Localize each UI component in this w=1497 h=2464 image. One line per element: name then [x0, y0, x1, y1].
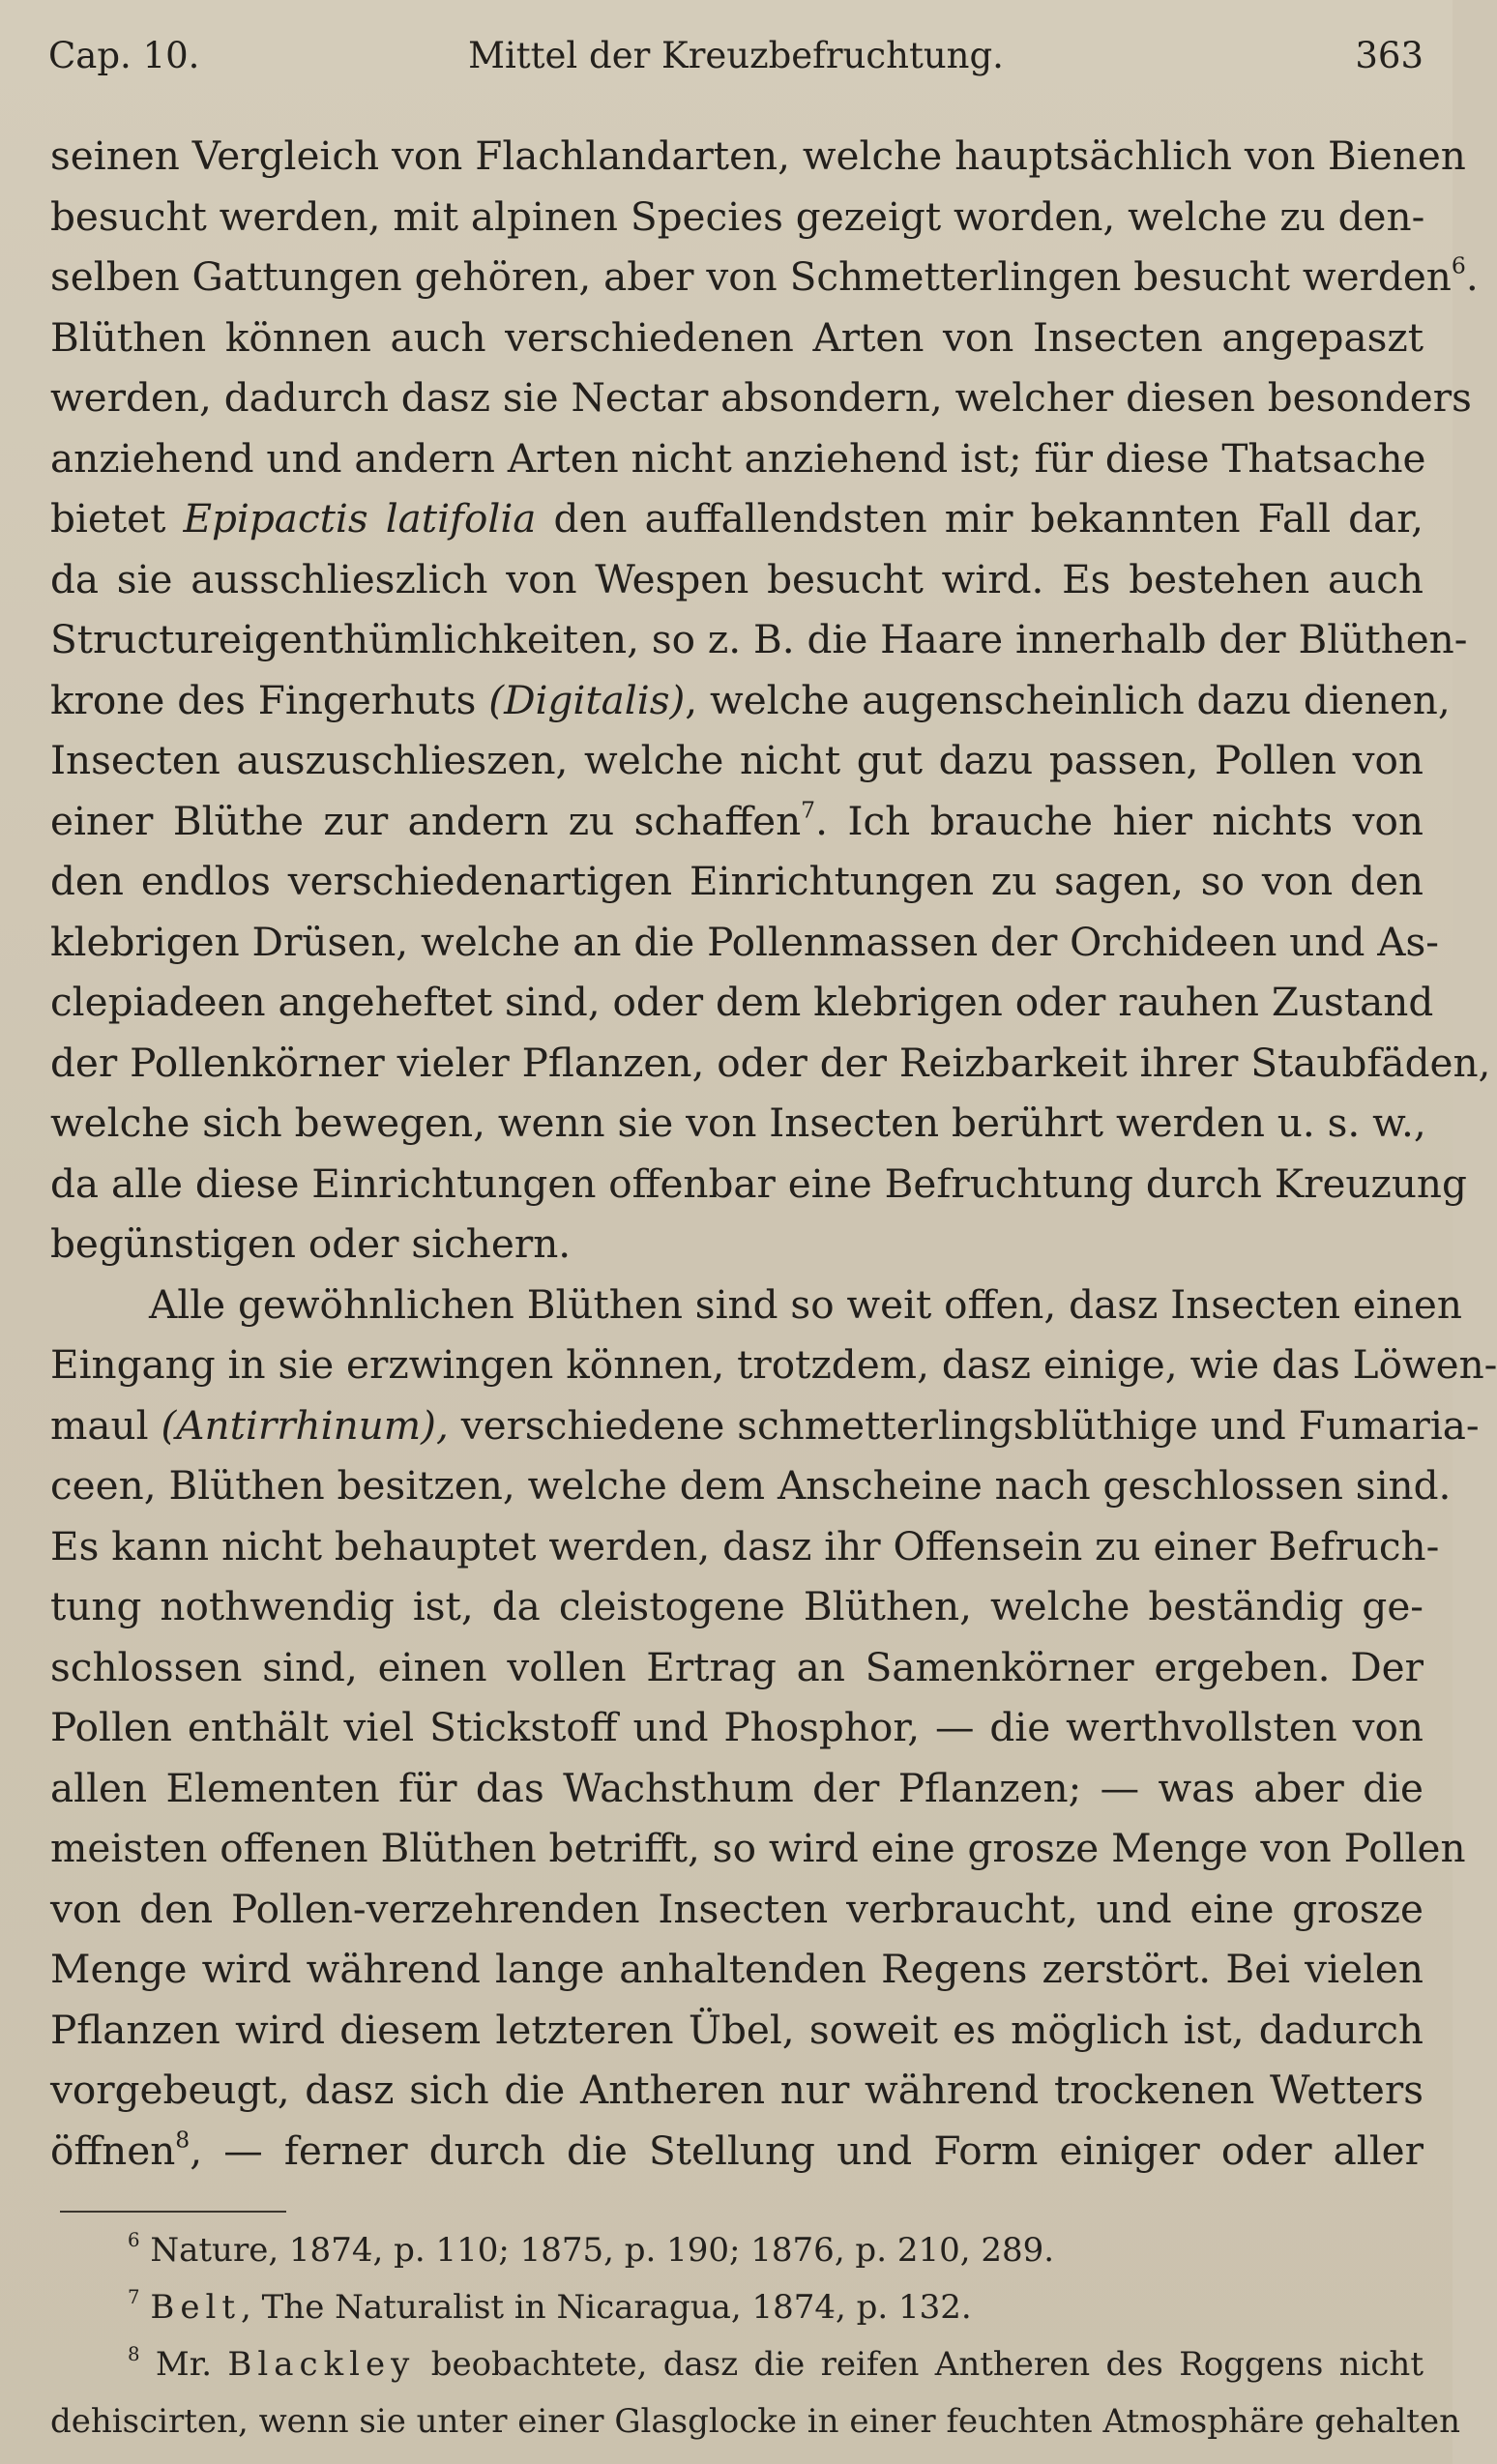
text-line: anziehend und andern Arten nicht anziehend ist; für diese Thatsache	[50, 434, 1426, 482]
body-text	[50, 126, 1497, 2181]
footnote-ref-6: 6	[1451, 251, 1466, 279]
text-line: ceen, Blüthen besitzen, welche dem Anscheine nach geschlossen sind.	[50, 1462, 1452, 1509]
text-line: Menge wird während lange anhaltenden Regens zerstört. Bei vielen	[50, 1946, 1424, 1992]
footnotes	[50, 2222, 1460, 2450]
text-line: seinen Vergleich von Flachlandarten, welche hauptsächlich von Bienen	[50, 132, 1466, 179]
genus-name: (Antirrhinum),	[161, 1401, 449, 1449]
text-line: maul (Antirrhinum), verschiedene schmetterlingsblüthige und Fumaria-	[50, 1401, 1480, 1449]
footnote-separator	[60, 2211, 286, 2213]
footnote-ref-8: 8	[175, 2125, 191, 2153]
text-line: öffnen$^8$, — ferner durch die Stellung und Form einiger oder aller	[50, 2125, 1424, 2174]
text-line: von den Pollen-verzehrenden Insecten verbraucht, und eine grosze	[50, 1885, 1424, 1932]
text-line: krone des Fingerhuts (Digitalis), welche augenscheinlich dazu dienen,	[50, 676, 1451, 723]
text-line: schlossen sind, einen vollen Ertrag an Samenkörner ergeben. Der	[50, 1643, 1424, 1690]
text-line: einer Blüthe zur andern zu schaffen$^7$. Ich brauche hier nichts von	[50, 795, 1424, 844]
text-line: tung nothwendig ist, da cleistogene Blüthen, welche beständig ge-	[50, 1583, 1424, 1629]
footnote-6: $^6$ Nature, 1874, p. 110; 1875, p. 190; 1876, p. 210, 289.	[128, 2229, 1055, 2270]
running-header	[48, 29, 1424, 83]
footnote-ref-7: 7	[801, 795, 816, 823]
text-line: der Pollenkörner vieler Pflanzen, oder der Reizbarkeit ihrer Staubfäden,	[50, 1039, 1491, 1086]
page-number: 363	[1355, 35, 1424, 76]
text-line: Insecten auszuschlieszen, welche nicht gut dazu passen, Pollen von	[50, 737, 1424, 783]
text-line: da sie ausschlieszlich von Wespen besucht wird. Es bestehen auch	[50, 555, 1424, 602]
text-line: begünstigen oder sichern.	[50, 1220, 572, 1267]
text-line: welche sich bewegen, wenn sie von Insecten berührt werden u. s. w.,	[50, 1100, 1426, 1146]
author-name: Blackley	[227, 2345, 416, 2384]
running-title: Mittel der Kreuzbefruchtung.	[468, 35, 1004, 76]
text-line: Eingang in sie erzwingen können, trotzdem, dasz einige, wie das Löwen-	[50, 1341, 1497, 1388]
genus-name: (Digitalis)	[488, 676, 686, 723]
text-line: Alle gewöhnlichen Blüthen sind so weit offen, dasz Insecten einen	[149, 1280, 1462, 1328]
species-name: Epipactis latifolia	[183, 495, 537, 542]
author-name: Belt	[150, 2288, 242, 2327]
text-line: Blüthen können auch verschiedenen Arten von Insecten angepaszt	[50, 313, 1424, 361]
text-line: selben Gattungen gehören, aber von Schmetterlingen besucht werden$^6$.	[50, 251, 1479, 300]
text-line: vorgebeugt, dasz sich die Antheren nur während trockenen Wetters	[50, 2067, 1424, 2113]
text-line: bietet Epipactis latifolia den auffallendsten mir bekannten Fall dar,	[50, 495, 1424, 542]
text-line: da alle diese Einrichtungen offenbar eine Befruchtung durch Kreuzung	[50, 1159, 1467, 1207]
footnote-8: $^8$ Mr. Blackley beobachtete, dasz die reifen Antheren des Roggens nicht	[128, 2343, 1424, 2384]
text-line: werden, dadurch dasz sie Nectar absondern, welcher diesen besonders	[50, 374, 1472, 421]
paragraph-1	[50, 126, 1491, 1275]
text-line: Pflanzen wird diesem letzteren Übel, soweit es möglich ist, dadurch	[50, 2006, 1424, 2053]
footnote-8-continued: dehiscirten, wenn sie unter einer Glasglocke in einer feuchten Atmosphäre gehalten	[50, 2402, 1460, 2441]
text-line: meisten offenen Blüthen betrifft, so wird eine grosze Menge von Pollen	[50, 1825, 1466, 1871]
text-line: den endlos verschiedenartigen Einrichtungen zu sagen, so von den	[50, 858, 1424, 904]
chapter-label: Cap. 10.	[48, 35, 200, 76]
paragraph-2	[50, 1275, 1497, 2182]
text-line: Es kann nicht behauptet werden, dasz ihr Offensein zu einer Befruch-	[50, 1522, 1440, 1569]
text-line: clepiadeen angeheftet sind, oder dem klebrigen oder rauhen Zustand	[50, 979, 1434, 1025]
text-line: besucht werden, mit alpinen Species gezeigt worden, welche zu den-	[50, 192, 1425, 240]
footnote-7: $^7$ Belt, The Naturalist in Nicaragua, 1874, p. 132.	[128, 2286, 972, 2327]
text-line: Structureigenthümlichkeiten, so z. B. die Haare innerhalb der Blüthen-	[50, 616, 1468, 662]
text-line: Pollen enthält viel Stickstoff und Phosphor, — die werthvollsten von	[50, 1704, 1424, 1750]
text-line: allen Elementen für das Wachsthum der Pflanzen; — was aber die	[50, 1764, 1424, 1811]
text-line: klebrigen Drüsen, welche an die Pollenmassen der Orchideen und As-	[50, 918, 1439, 965]
